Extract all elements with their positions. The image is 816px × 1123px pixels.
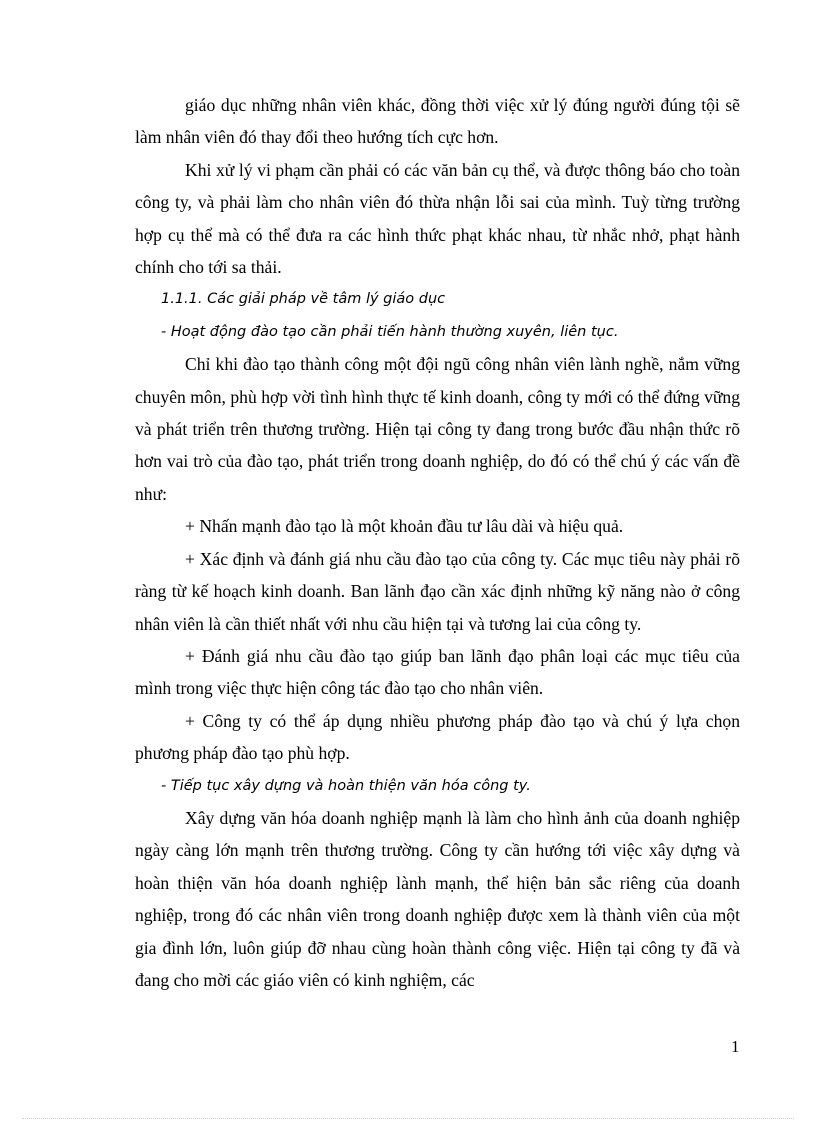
body-text xyxy=(135,89,740,996)
section-heading: 1.1.1. Các giải pháp về tâm lý giáo dục xyxy=(161,291,446,308)
footer-divider xyxy=(22,1118,794,1119)
bullet-2: + Xác định và đánh giá nhu cầu đào tạo của công ty. Các mục tiêu này phải rõ ràng từ kế hoạch kinh doanh. Ban lãnh đạo cần xác định những kỹ năng nào ở công nhân viên là cần thiết nhất với nhu cầu hiện tại và tương lai của công ty. xyxy=(135,548,740,634)
subheading-training: - Hoạt động đào tạo cần phải tiến hành thường xuyên, liên tục. xyxy=(161,323,619,340)
bullet-4: + Công ty có thể áp dụng nhiều phương pháp đào tạo và chú ý lựa chọn phương pháp đào tạo phù hợp. xyxy=(135,710,740,764)
paragraph-4: Xây dựng văn hóa doanh nghiệp mạnh là làm cho hình ảnh của doanh nghiệp ngày càng lớn mạnh trên thương trường. Công ty cần hướng tới việc xây dựng và hoàn thiện văn hóa doanh nghiệp lành mạnh, thể hiện bản sắc riêng của doanh nghiệp, trong đó các nhân viên trong doanh nghiệp được xem là thành viên của một gia đình lớn, luôn giúp đỡ nhau cùng hoàn thành công việc. Hiện tại công ty đã và đang cho mời các giáo viên có kinh nghiệm, các xyxy=(135,807,740,990)
bullet-1: + Nhấn mạnh đào tạo là một khoản đầu tư lâu dài và hiệu quả. xyxy=(185,516,624,537)
subheading-culture: - Tiếp tục xây dựng và hoàn thiện văn hóa công ty. xyxy=(161,777,531,794)
paragraph-2: Khi xử lý vi phạm cần phải có các văn bản cụ thể, và được thông báo cho toàn công ty, và phải làm cho nhân viên đó thừa nhận lỗi sai của mình. Tuỳ từng trường hợp cụ thể mà có thể đưa ra các hình thức phạt khác nhau, từ nhắc nhở, phạt hành chính cho tới sa thải. xyxy=(135,159,740,278)
bullet-3: + Đánh giá nhu cầu đào tạo giúp ban lãnh đạo phân loại các mục tiêu của mình trong việc thực hiện công tác đào tạo cho nhân viên. xyxy=(135,645,740,699)
paragraph-1: giáo dục những nhân viên khác, đồng thời việc xử lý đúng người đúng tội sẽ làm nhân viên đó thay đổi theo hướng tích cực hơn. xyxy=(135,95,740,148)
paragraph-3: Chỉ khi đào tạo thành công một đội ngũ công nhân viên lành nghề, nắm vững chuyên môn, phù hợp vời tình hình thực tế kinh doanh, công ty mới có thể đứng vững và phát triển trên thương trường. Hiện tại công ty đang trong bước đầu nhận thức rõ hơn vai trò của đào tạo, phát triển trong doanh nghiệp, do đó có thể chú ý các vấn đề như: xyxy=(135,354,740,504)
page-number: 1 xyxy=(731,1037,740,1056)
